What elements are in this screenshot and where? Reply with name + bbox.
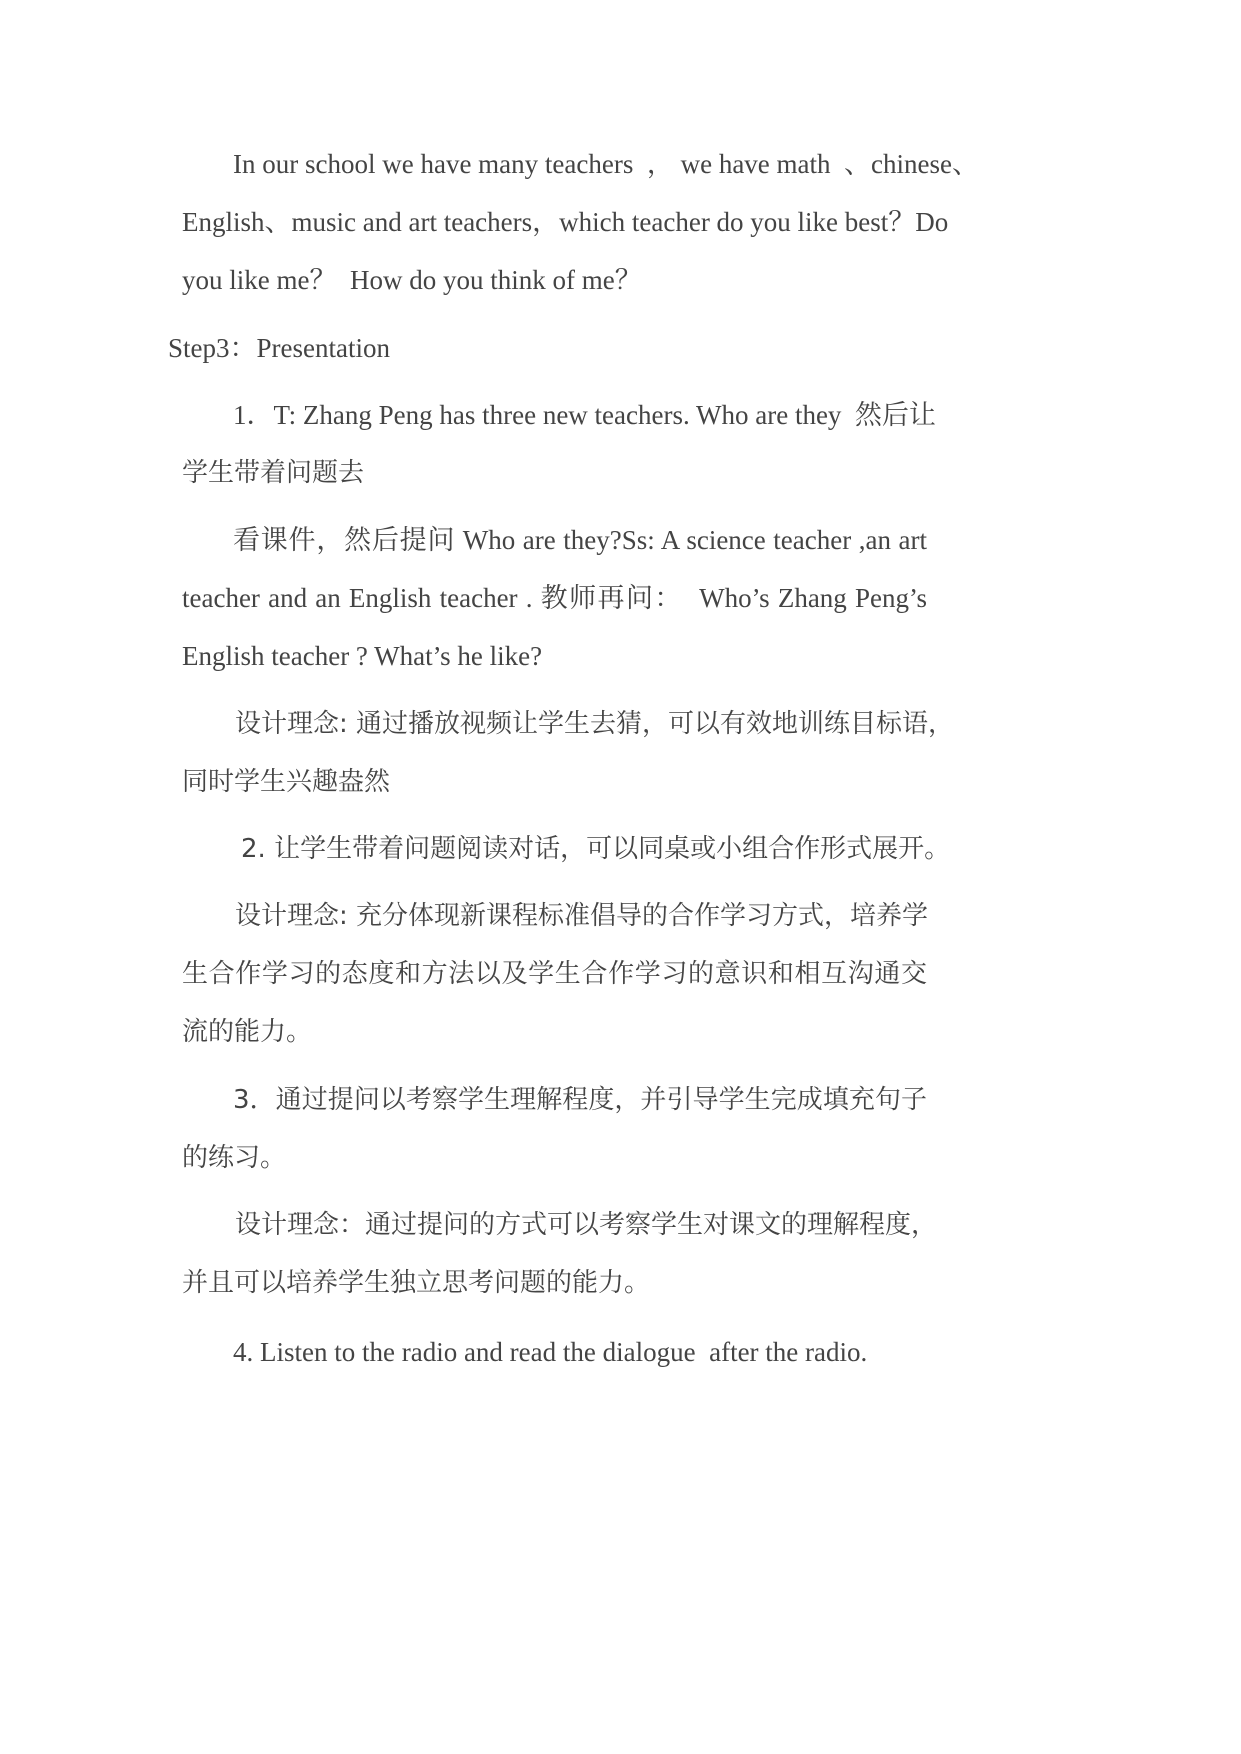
step3-heading: Step3：Presentation: [168, 333, 390, 363]
concept1-line-1: 设计理念: 通过播放视频让学生去猜，可以有效地训练目标语，: [235, 709, 955, 739]
intro-line-2: English、music and art teachers，which teacher do you like best？Do: [182, 207, 949, 237]
concept2-line-1: 设计理念: 充分体现新课程标准倡导的合作学习方式，培养学: [235, 901, 929, 931]
item1-line-5: English teacher ? What’s he like?: [182, 641, 543, 671]
intro-line-1: In our school we have many teachers ， we have math 、chinese、: [233, 149, 979, 179]
item3-line-1: 3．通过提问以考察学生理解程度，并引导学生完成填充句子: [233, 1085, 927, 1115]
item1-line-2: 学生带着问题去: [182, 458, 365, 488]
item1-line-1: 1．T: Zhang Peng has three new teachers. Who are they 然后让: [233, 400, 936, 430]
item1-line-3: 看课件，然后提问 Who are they?Ss: A science teacher ,an art: [233, 525, 927, 555]
concept2-line-3: 流的能力。: [182, 1017, 313, 1047]
intro-line-3: you like me？ How do you think of me？: [182, 265, 642, 295]
item1-line-4: teacher and an English teacher . 教师再问： Who’s Zhang Peng’s: [182, 583, 927, 613]
concept3-line-2: 并且可以培养学生独立思考问题的能力。: [182, 1268, 651, 1298]
concept1-line-2: 同时学生兴趣盎然: [182, 767, 391, 797]
item2-line: 2. 让学生带着问题阅读对话，可以同桌或小组合作形式展开。: [241, 834, 951, 864]
concept3-line-1: 设计理念：通过提问的方式可以考察学生对课文的理解程度，: [235, 1210, 938, 1240]
item4-line: 4. Listen to the radio and read the dialogue after the radio.: [233, 1337, 868, 1367]
item3-line-2: 的练习。: [182, 1143, 287, 1173]
concept2-line-2: 生合作学习的态度和方法以及学生合作学习的意识和相互沟通交: [182, 959, 927, 989]
